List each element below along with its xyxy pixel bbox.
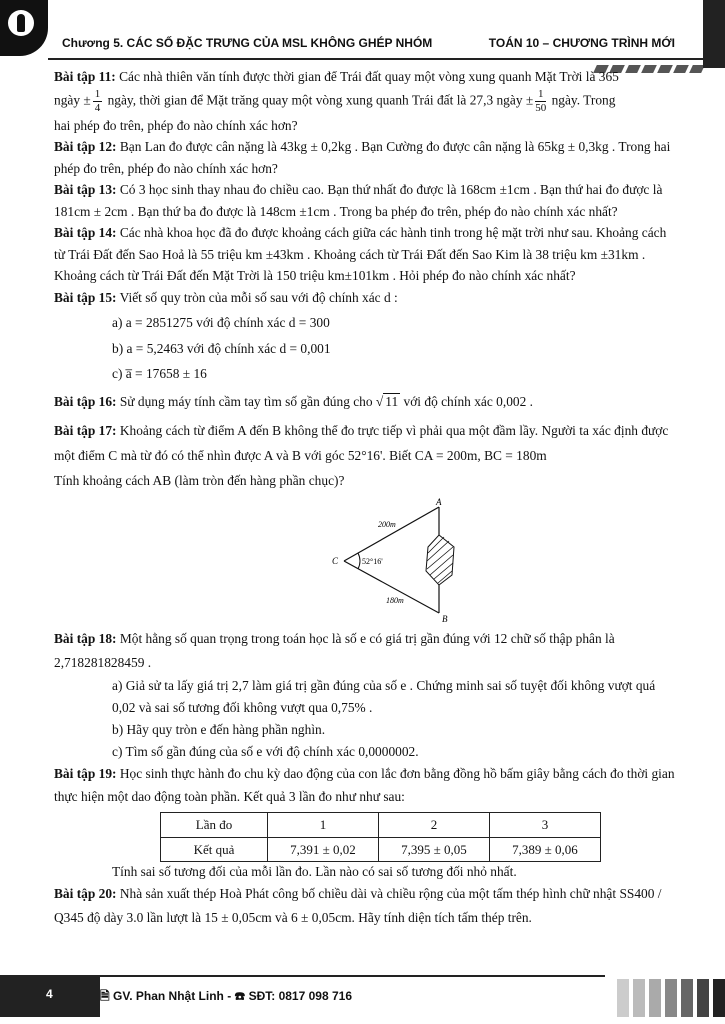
label-b: B: [442, 614, 448, 623]
exercise-19: Bài tập 19: Học sinh thực hành đo chu kỳ dao động của con lắc đơn bằng đồng hồ bấm giây bằng cách đo thời gian thực hiện một dao động toàn phần. Kết quả 3 lần đo như như sau:: [54, 766, 675, 804]
page-content: [54, 66, 675, 930]
exercise-16: Bài tập 16: Sử dụng máy tính cầm tay tìm số gần đúng cho √ 11 với độ chính xác 0,002 .: [54, 393, 533, 409]
table-row: Kết quả 7,391 ± 0,02 7,395 ± 0,05 7,389 ± 0,06: [161, 837, 601, 862]
ex18-c: c) Tìm số gần đúng của số e với độ chính xác 0,0000002.: [112, 743, 419, 759]
ex18-b: b) Hãy quy tròn e đến hàng phần nghìn.: [112, 722, 326, 737]
exercise-11: Bài tập 11: Các nhà thiên văn tính được thời gian để Trái đất quay một vòng xung quanh Mặt Trời là 365 ngày ± $\frac{1}{4}$ ngày, thời gian để Mặt trăng quay một vòng xung quanh Trái đất là 27,3 ngày ± $\frac{1}{50}$ ngày. Trong hai phép đo trên, phép đo nào chính xác hơn?: [54, 69, 619, 133]
exercise-20: Bài tập 20: Nhà sản xuất thép Hoà Phát công bố chiều dài và chiều rộng của một tấm thép hình chữ nhật SS400 / Q345 độ dày 3.0 lần lượt là 15 ± 0,05cm và 6 ± 0,05cm. Hãy tính diện tích tấm thép trên.: [54, 886, 662, 925]
chapter-title: Chương 5. CÁC SỐ ĐẶC TRƯNG CỦA MSL KHÔNG GHÉP NHÓM: [62, 36, 433, 50]
label-ca: 200m: [378, 520, 396, 529]
ex19-question: Tính sai số tương đối của mỗi lần đo. Lần nào có sai số tương đối nhỏ nhất.: [112, 864, 517, 879]
label-cb: 180m: [386, 596, 404, 605]
exercise-13: Bài tập 13: Có 3 học sinh thay nhau đo chiều cao. Bạn thứ nhất đo được là 168cm ±1cm . Bạn thứ hai đo được là 181cm ± 2cm . Bạn thứ ba đo được là 148cm ±1cm . Trong ba phép đo trên, phép đo nào chính xác nhất?: [54, 182, 663, 219]
label-a: A: [436, 497, 442, 507]
author-info: 🗎 GV. Phan Nhật Linh - ☎ SĐT: 0817 098 716: [100, 989, 352, 1003]
label-angle: 52°16': [362, 557, 383, 566]
label-c: C: [332, 556, 339, 566]
triangle-figure: [54, 497, 675, 623]
ex15-c: c) a̅ = 17658 ± 16: [112, 366, 207, 381]
footer-rule: [100, 975, 605, 977]
footer-stripes: [613, 979, 725, 1017]
logo-icon: [0, 0, 48, 56]
page-footer: [0, 975, 725, 1024]
header-corner: [703, 0, 725, 68]
results-table: [160, 812, 601, 862]
ex18-a: a) Giả sử ta lấy giá trị 2,7 làm giá trị gần đúng của số e . Chứng minh sai số tuyệt đối không vượt quá 0,02 và sai số tương đối không vượt qua 0,75% .: [112, 678, 656, 715]
subject-title: TOÁN 10 – CHƯƠNG TRÌNH MỚI: [488, 36, 675, 50]
exercise-18: Bài tập 18: Một hằng số quan trọng trong toán học là số e có giá trị gần đúng với 12 chữ số thập phân là 2,718281828459 .: [54, 631, 615, 670]
ex15-b: b) a = 5,2463 với độ chính xác d = 0,001: [112, 340, 331, 356]
exercise-14: Bài tập 14: Các nhà khoa học đã đo được khoảng cách giữa các hành tinh trong hệ mặt trời như sau. Khoảng cách từ Trái Đất đến Sao Hoả là 55 triệu km ±43km . Khoảng cách từ Trái Đất đến Sao Kim là 38 triệu km ±31km . Khoảng cách từ Trái Đất đến Mặt Trời là 150 triệu km±101km . Hỏi phép đo nào chính xác nhất?: [54, 225, 667, 283]
page-header: [0, 0, 725, 62]
exercise-12: Bài tập 12: Bạn Lan đo được cân nặng là 43kg ± 0,2kg . Bạn Cường đo được cân nặng là 65kg ± 0,3kg . Trong hai phép đo trên, phép đo nào chính xác hơn?: [54, 139, 671, 176]
page-number: 4: [46, 987, 53, 1001]
table-row: Lần đo 1 2 3: [161, 813, 601, 838]
ex15-a: a) a = 2851275 với độ chính xác d = 300: [112, 315, 330, 330]
exercise-17: Bài tập 17: Khoảng cách từ điểm A đến B không thể đo trực tiếp vì phải qua một đầm lầy. Người ta xác định được một điểm C mà từ đó có thể nhìn được A và B với góc 52°16'. Biết CA = 200m, BC = 180m Tính khoảng cách AB (làm tròn đến hàng phần chục)?: [54, 423, 669, 488]
exercise-15: Bài tập 15: Viết số quy tròn của mỗi số sau với độ chính xác d :: [54, 289, 398, 305]
